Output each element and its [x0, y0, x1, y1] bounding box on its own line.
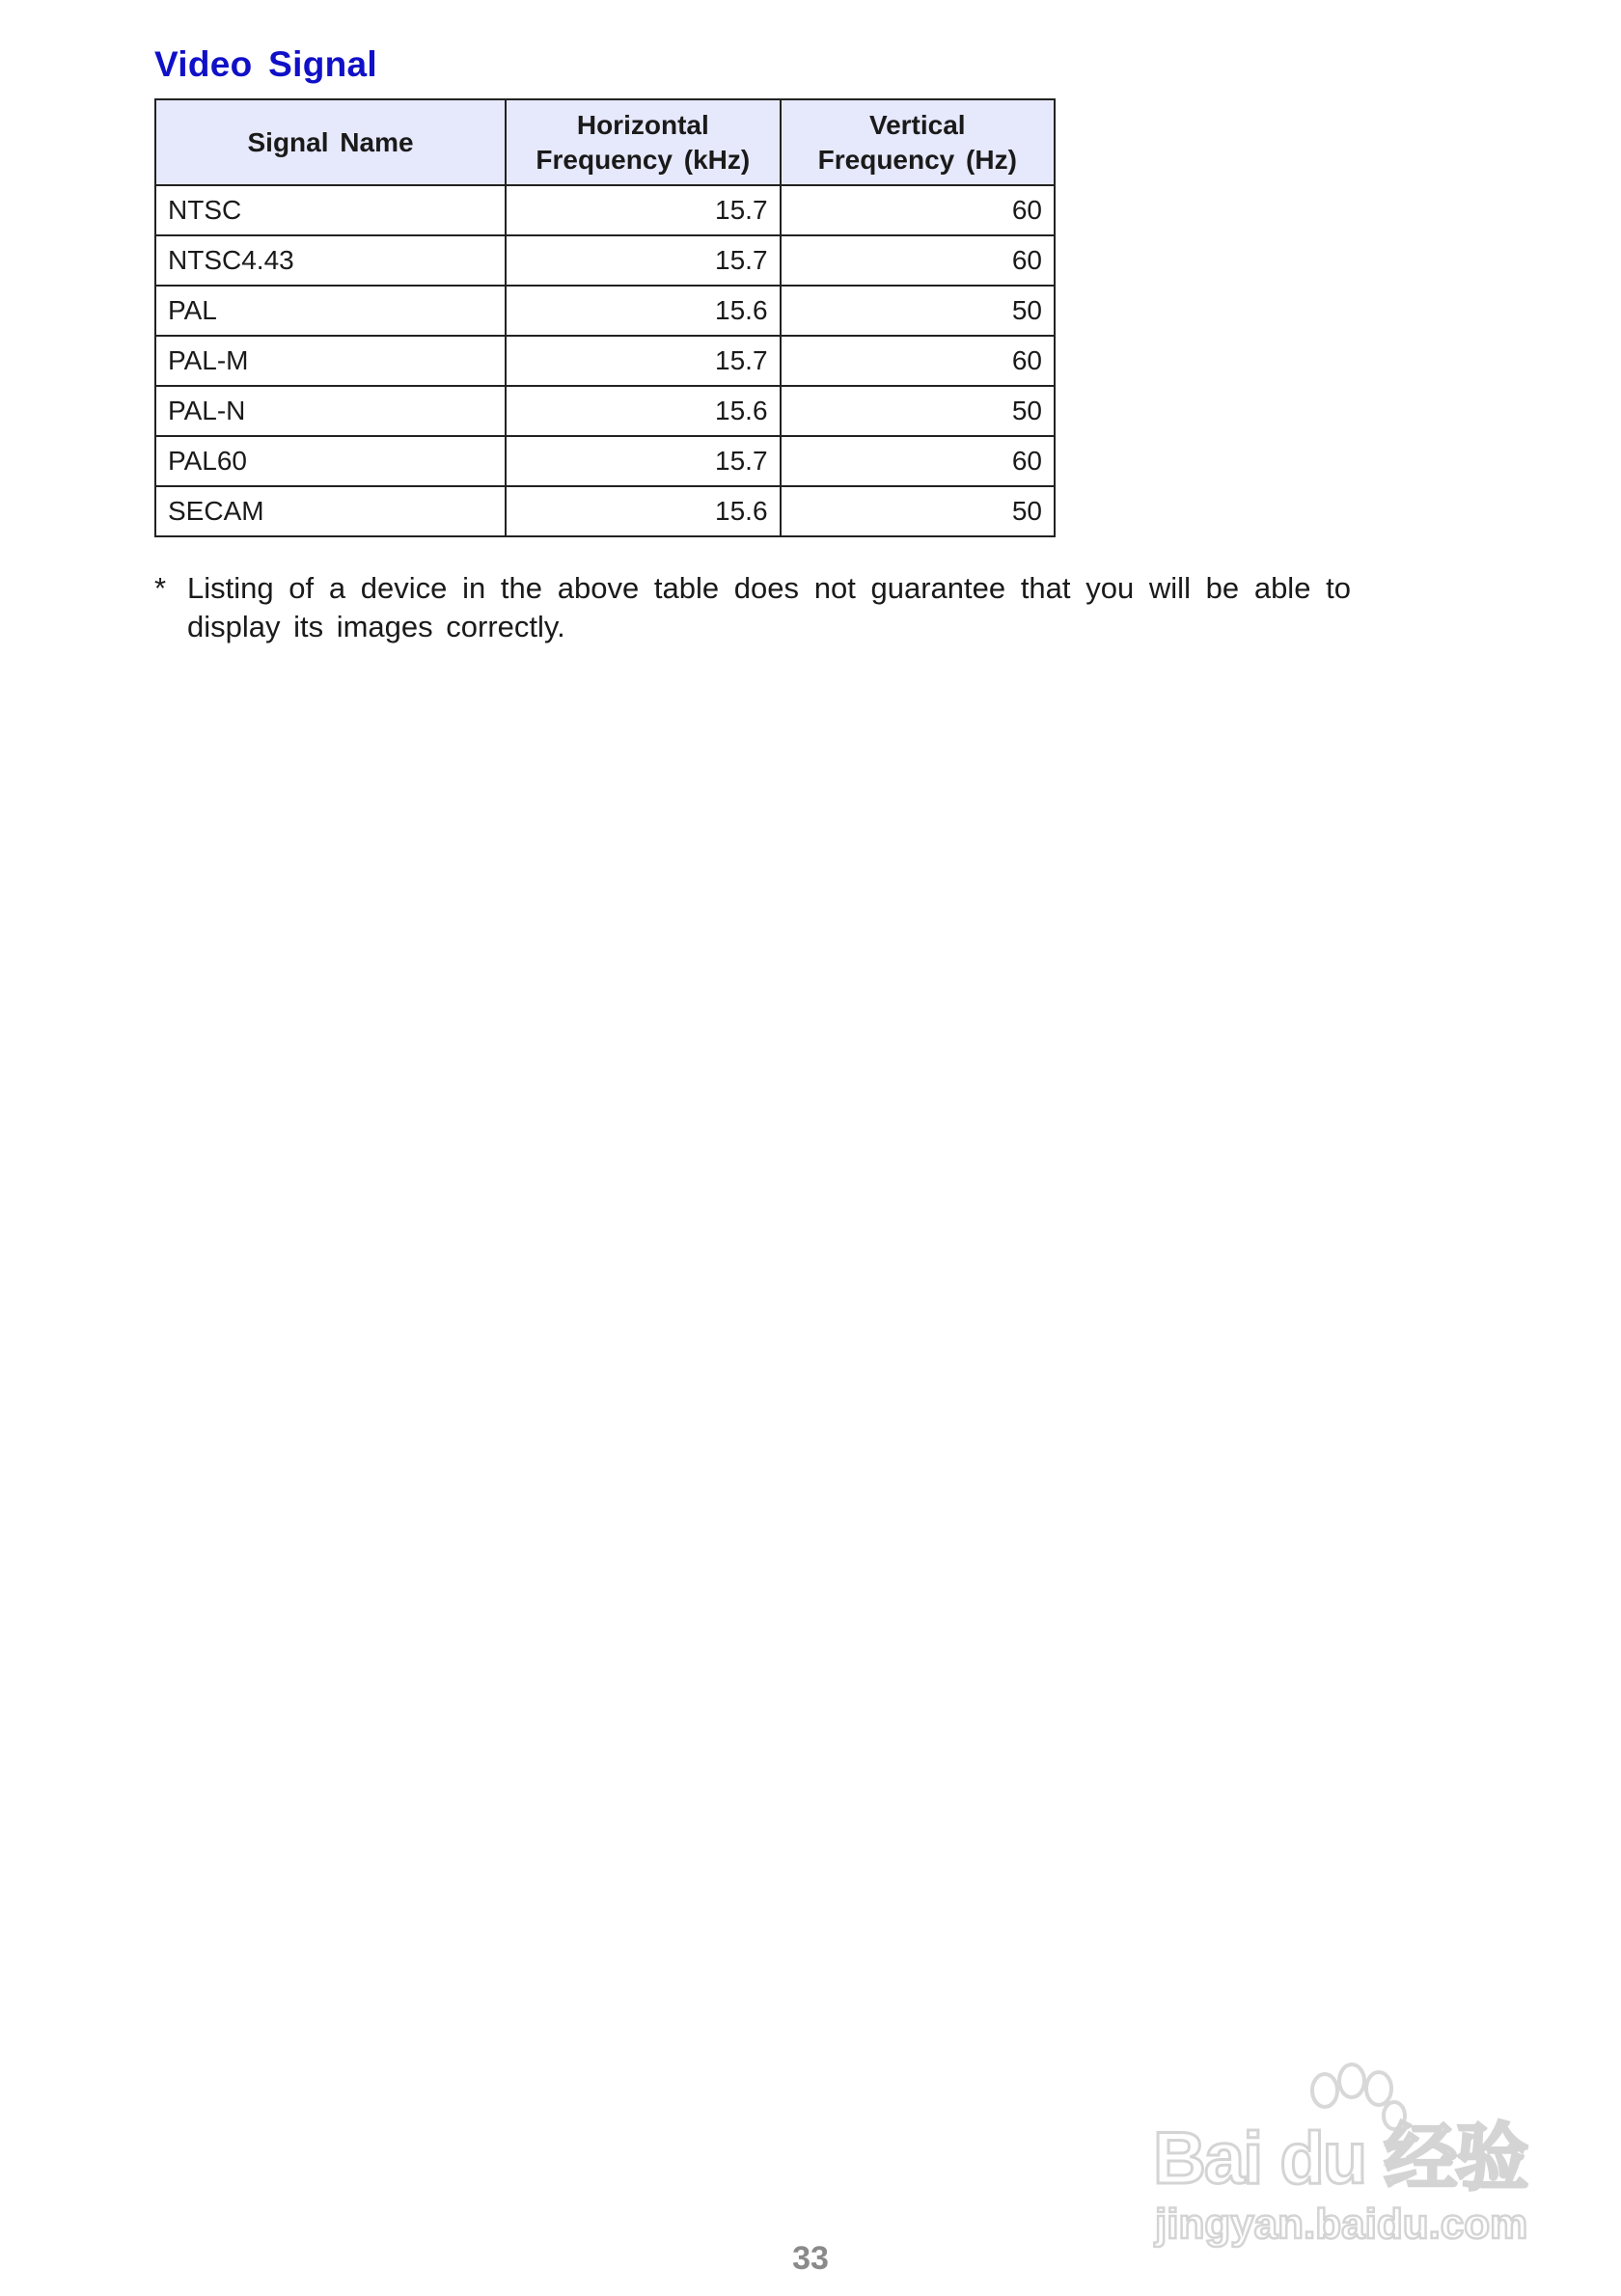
horizontal-frequency-cell: 15.7: [506, 185, 780, 235]
header-vertical-line2: Frequency (Hz): [817, 144, 1017, 175]
header-signal-name-label: Signal Name: [247, 126, 414, 157]
vertical-frequency-cell: 50: [781, 386, 1055, 436]
vertical-frequency-cell: 50: [781, 486, 1055, 536]
signal-name-cell: SECAM: [155, 486, 506, 536]
table-row: [155, 486, 1055, 536]
horizontal-frequency-cell: 15.7: [506, 436, 780, 486]
footnote-asterisk: *: [154, 571, 167, 605]
signal-name-cell: PAL-M: [155, 336, 506, 386]
table-row: [155, 185, 1055, 235]
watermark-brand: Bai du 经验: [1153, 2118, 1527, 2200]
header-horizontal-line2: Frequency (kHz): [536, 144, 751, 175]
header-vertical-line1: Vertical: [868, 109, 966, 140]
horizontal-frequency-cell: 15.7: [506, 336, 780, 386]
vertical-frequency-cell: 50: [781, 286, 1055, 336]
header-vertical-frequency: [781, 99, 1055, 185]
table-header: [155, 99, 1055, 185]
vertical-frequency-cell: 60: [781, 235, 1055, 286]
vertical-frequency-cell: 60: [781, 185, 1055, 235]
footnote-text: Listing of a device in the above table does not guarantee that you will be able to display its images correctly.: [187, 571, 1351, 643]
signal-name-cell: PAL-N: [155, 386, 506, 436]
table-row: [155, 336, 1055, 386]
video-signal-table: [154, 98, 1056, 537]
header-horizontal-line1: Horizontal: [576, 109, 709, 140]
header-signal-name: [155, 99, 506, 185]
table-row: [155, 235, 1055, 286]
page-number: 33: [792, 2240, 829, 2277]
footnote: [154, 569, 1351, 646]
horizontal-frequency-cell: 15.6: [506, 386, 780, 436]
vertical-frequency-cell: 60: [781, 436, 1055, 486]
vertical-frequency-cell: 60: [781, 336, 1055, 386]
table-body: [155, 185, 1055, 536]
baidu-jingyan-watermark: [1153, 2060, 1544, 2253]
watermark-url: jingyan.baidu.com: [1155, 2200, 1528, 2248]
table-header-row: [155, 99, 1055, 185]
header-horizontal-frequency: [506, 99, 780, 185]
signal-name-cell: PAL: [155, 286, 506, 336]
table-row: [155, 436, 1055, 486]
table-row: [155, 286, 1055, 336]
section-title: Video Signal: [154, 44, 377, 84]
signal-name-cell: PAL60: [155, 436, 506, 486]
table-row: [155, 386, 1055, 436]
horizontal-frequency-cell: 15.6: [506, 286, 780, 336]
signal-name-cell: NTSC4.43: [155, 235, 506, 286]
signal-name-cell: NTSC: [155, 185, 506, 235]
horizontal-frequency-cell: 15.6: [506, 486, 780, 536]
horizontal-frequency-cell: 15.7: [506, 235, 780, 286]
